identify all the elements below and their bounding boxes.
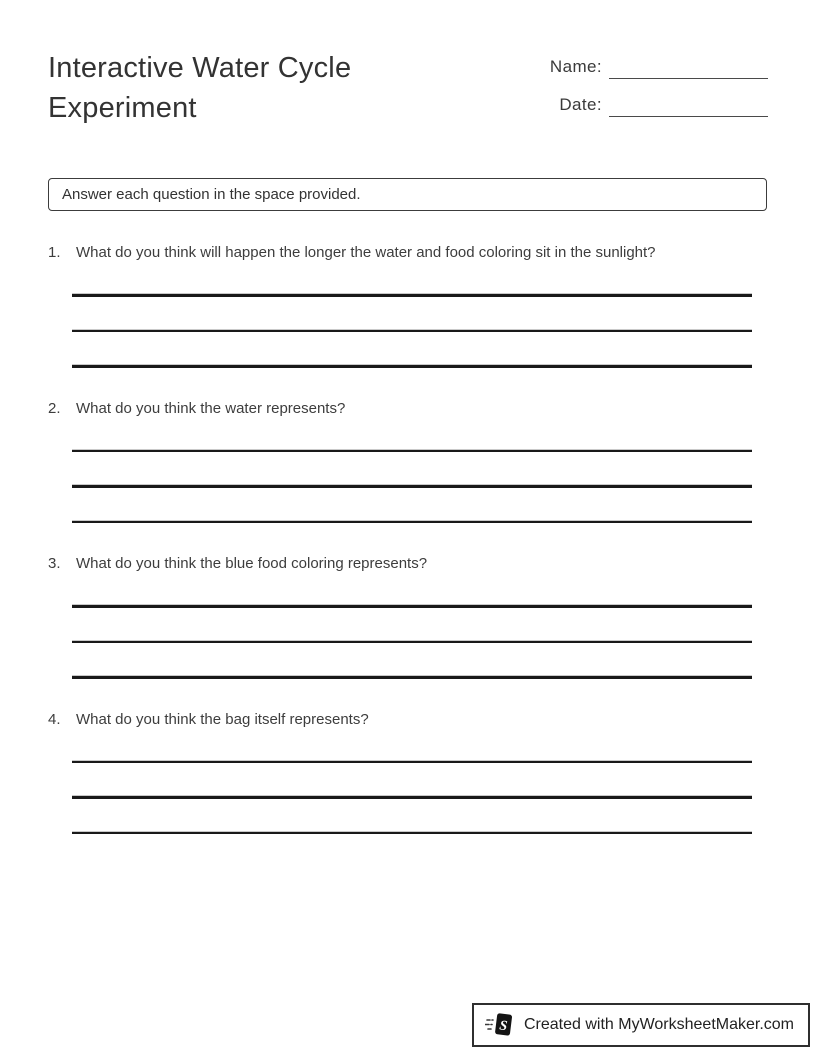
date-label: Date: <box>559 95 602 114</box>
question-number: 4. <box>48 710 61 728</box>
answer-lines <box>72 760 752 835</box>
answer-line <box>72 640 752 644</box>
answer-line <box>72 364 752 368</box>
name-field <box>506 51 768 79</box>
answer-line <box>72 760 752 764</box>
name-write-line <box>609 54 768 79</box>
answer-lines <box>72 604 752 679</box>
question-block <box>48 243 768 368</box>
instructions-text: Answer each question in the space provided. <box>62 186 361 203</box>
answer-line <box>72 329 752 333</box>
answer-lines <box>72 293 752 368</box>
header <box>48 48 768 128</box>
answer-line <box>72 831 752 835</box>
date-write-line <box>609 92 768 117</box>
instructions-box <box>48 178 767 211</box>
question-text: What do you think the blue food coloring represents? <box>76 555 428 572</box>
name-label: Name: <box>549 57 602 76</box>
svg-text:S: S <box>498 1018 509 1035</box>
answer-line <box>72 604 752 608</box>
question-text: What do you think the bag itself represents? <box>76 710 369 728</box>
question-text: What do you think the water represents? <box>76 399 346 417</box>
footer-credit-text: Created with MyWorksheetMaker.com <box>523 1016 794 1033</box>
answer-line <box>72 293 752 297</box>
answer-line <box>72 520 752 524</box>
page-title: Interactive Water Cycle Experiment <box>48 52 352 124</box>
question-number: 3. <box>48 555 61 572</box>
questions-list <box>48 243 768 865</box>
question-number: 2. <box>48 399 61 417</box>
student-fields <box>506 51 768 127</box>
question-block <box>48 710 768 835</box>
question-text: What do you think will happen the longer the water and food coloring sit in the sunlight? <box>76 244 656 261</box>
question-number: 1. <box>48 244 61 261</box>
answer-lines <box>72 449 752 524</box>
answer-line <box>72 675 752 679</box>
flying-worksheet-logo-icon <box>485 1011 515 1039</box>
question-block <box>48 399 768 524</box>
date-field <box>506 89 768 117</box>
footer-credit-link[interactable] <box>472 1003 810 1047</box>
answer-line <box>72 484 752 488</box>
answer-line <box>72 795 752 799</box>
question-block <box>48 554 768 679</box>
answer-line <box>72 449 752 453</box>
